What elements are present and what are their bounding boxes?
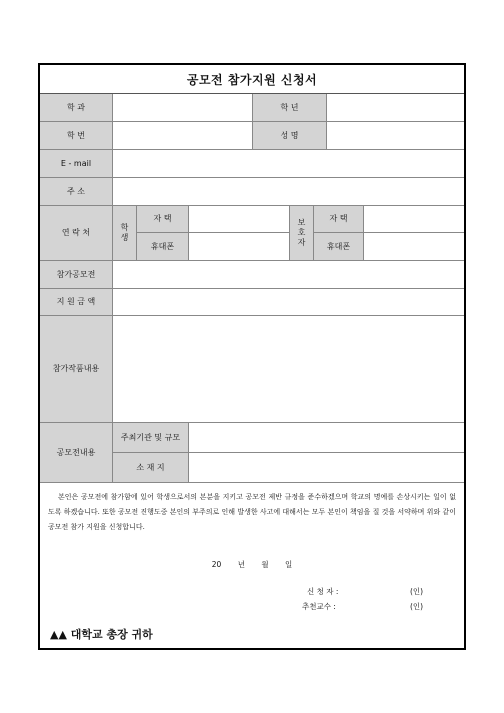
guardian-home-field[interactable]	[364, 206, 464, 233]
student-id-label: 학 번	[40, 122, 113, 150]
location-field[interactable]	[189, 453, 464, 483]
entry-content-field[interactable]	[113, 316, 464, 423]
contact-label: 연 락 처	[40, 206, 113, 261]
guardian-label-char: 자	[297, 238, 306, 247]
host-scale-label: 주최기관 및 규모	[113, 423, 189, 453]
student-mobile-field[interactable]	[189, 233, 290, 261]
email-label: E - mail	[40, 150, 113, 178]
recipient-line: ▲▲ 대학교 총장 귀하	[50, 628, 153, 641]
guardian-label-char: 보	[297, 218, 306, 227]
address-label: 주 소	[40, 178, 113, 206]
student-label-char: 생	[120, 233, 129, 242]
student-id-field[interactable]	[113, 122, 253, 150]
guardian-label-char: 호	[297, 228, 306, 237]
date-line: 20 년 월 일	[211, 560, 293, 569]
form-title: 공모전 참가지원 신청서	[40, 65, 464, 94]
amount-field[interactable]	[113, 289, 464, 316]
professor-label: 추천교수 :	[302, 602, 336, 611]
contest-content-label: 공모전내용	[40, 423, 113, 483]
entry-content-label: 참가작품내용	[40, 316, 113, 423]
applicant-label: 신 청 자 :	[307, 587, 339, 596]
application-form	[38, 63, 466, 650]
student-home-label: 자 택	[137, 206, 189, 233]
applicant-seal: (인)	[410, 587, 424, 596]
contest-label: 참가공모전	[40, 261, 113, 289]
location-label: 소 재 지	[113, 453, 189, 483]
amount-label: 지 원 금 액	[40, 289, 113, 316]
student-label-char: 학	[120, 223, 129, 232]
guardian-home-label: 자 택	[314, 206, 364, 233]
guardian-label	[290, 206, 314, 261]
grade-label: 학 년	[253, 94, 327, 122]
department-field[interactable]	[113, 94, 253, 122]
email-field[interactable]	[113, 150, 464, 178]
contest-field[interactable]	[113, 261, 464, 289]
professor-seal: (인)	[410, 602, 424, 611]
guardian-mobile-field[interactable]	[364, 233, 464, 261]
student-mobile-label: 휴대폰	[137, 233, 189, 261]
pledge-statement: 본인은 공모전에 참가함에 있어 학생으로서의 본분을 지키고 공모전 제반 규정을 준수하겠으며 학교의 명예를 손상시키는 일이 없도록 하겠습니다. 또한 공모전 진행도중 본인의 부주의로 인해 발생한 사고에 대해서는 모두 본인이 책임을 질 것을 서약하며 위와 같이 공모전 참가 지원을 신청합니다.	[48, 493, 456, 531]
department-label: 학 과	[40, 94, 113, 122]
name-field[interactable]	[327, 122, 464, 150]
grade-field[interactable]	[327, 94, 464, 122]
host-scale-field[interactable]	[189, 423, 464, 453]
student-label	[113, 206, 137, 261]
guardian-mobile-label: 휴대폰	[314, 233, 364, 261]
student-home-field[interactable]	[189, 206, 290, 233]
address-field[interactable]	[113, 178, 464, 206]
name-label: 성 명	[253, 122, 327, 150]
